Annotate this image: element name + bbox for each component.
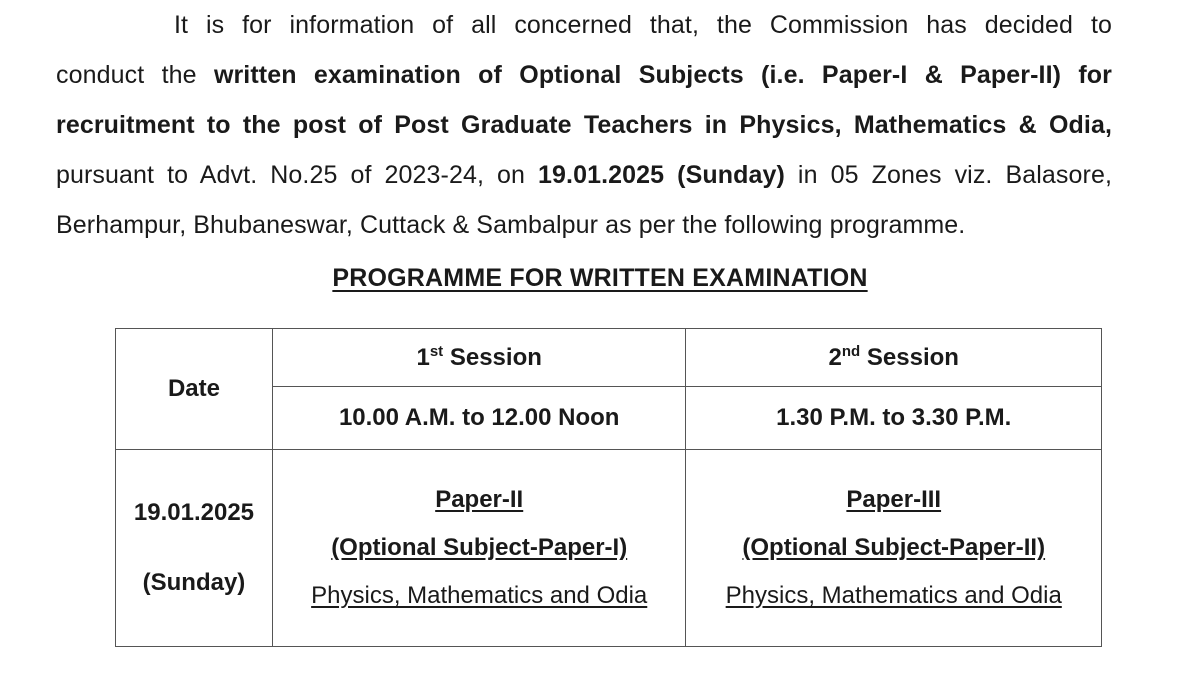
- notice-line-3: [56, 100, 1112, 150]
- notice-bold-text: recruitment to the post of Post Graduate Teachers in Physics, Mathematics & Odia,: [56, 111, 1112, 139]
- notice-text: in 05 Zones viz. Balasore,: [784, 161, 1112, 189]
- session-1-subjects: Physics, Mathematics and Odia: [311, 582, 648, 609]
- session-1-subject-paper: (Optional Subject-Paper-I): [331, 534, 628, 561]
- session-1-label: Session: [443, 343, 542, 371]
- programme-table: [115, 328, 1102, 647]
- notice-line-2: [56, 50, 1112, 100]
- exam-date: 19.01.2025: [133, 499, 255, 526]
- programme-heading: PROGRAMME FOR WRITTEN EXAMINATION: [332, 264, 868, 292]
- exam-date-highlight: 19.01.2025 (Sunday): [538, 161, 785, 189]
- table-header-row: [116, 329, 1102, 387]
- session-1-time: 10.00 A.M. to 12.00 Noon: [272, 387, 686, 450]
- notice-line-5: [56, 200, 1112, 250]
- notice-line-4: [56, 150, 1112, 200]
- notice-paragraph: [56, 0, 1112, 250]
- table-row: [116, 450, 1102, 647]
- exam-date-cell: [116, 450, 273, 647]
- date-header: Date: [167, 375, 220, 402]
- session-2-subjects: Physics, Mathematics and Odia: [725, 582, 1062, 609]
- session-2-header: [686, 329, 1102, 387]
- session-1-paper-cell: [272, 450, 686, 647]
- notice-bold-text: written examination of Optional Subjects (i.e. Paper-I & Paper-II) for: [213, 61, 1113, 89]
- notice-text: pursuant to Advt. No.25 of 2023-24, on: [56, 161, 539, 189]
- session-1-paper: Paper-II: [435, 486, 524, 513]
- session-1-header: [272, 329, 686, 387]
- session-2-label: Session: [860, 343, 959, 371]
- session-2-suffix: nd: [841, 342, 861, 360]
- session-1-suffix: st: [429, 342, 444, 360]
- session-2-number: 2: [828, 343, 842, 371]
- exam-day: (Sunday): [142, 569, 246, 596]
- date-header-cell: [116, 329, 273, 450]
- notice-text: Berhampur, Bhubaneswar, Cuttack & Sambalpur as per the following programme.: [56, 211, 966, 239]
- session-2-paper-cell: [686, 450, 1102, 647]
- session-2-time: 1.30 P.M. to 3.30 P.M.: [686, 387, 1102, 450]
- session-2-paper: Paper-III: [846, 486, 942, 513]
- session-2-subject-paper: (Optional Subject-Paper-II): [742, 534, 1046, 561]
- session-1-number: 1: [416, 343, 430, 371]
- notice-text: conduct the: [56, 61, 214, 89]
- notice-text: It is for information of all concerned that, the Commission has decided to: [174, 11, 1112, 39]
- notice-line-1: [56, 0, 1112, 50]
